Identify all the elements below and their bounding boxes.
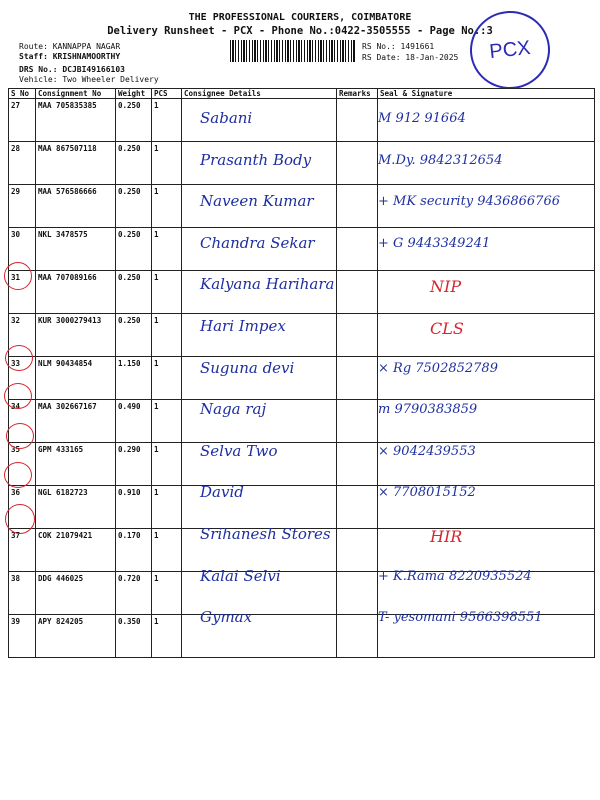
consignment-number: MAA 867507118 — [36, 142, 116, 185]
seal-signature: + K.Rama 8220935524 — [378, 568, 532, 584]
weight: 0.490 — [116, 400, 152, 443]
serial-number: 33 — [9, 357, 36, 400]
weight: 1.150 — [116, 357, 152, 400]
consignee-handwritten: David — [200, 483, 244, 502]
consignment-number: APY 824205 — [36, 615, 116, 658]
consignee-handwritten: Naga raj — [200, 400, 267, 419]
consignment-number: GPM 433165 — [36, 443, 116, 486]
table-row — [9, 400, 595, 443]
red-circle-mark — [4, 383, 32, 409]
weight: 0.350 — [116, 615, 152, 658]
red-remark: HIR — [430, 527, 463, 546]
seal-signature: + MK security 9436866766 — [378, 194, 560, 210]
weight: 0.250 — [116, 142, 152, 185]
serial-number: 36 — [9, 486, 36, 529]
remarks-cell — [337, 443, 378, 486]
serial-number: 31 — [9, 271, 36, 314]
document-subtitle: Delivery Runsheet - PCX - Phone No.:0422-3505555 - Page No.:3 — [107, 25, 493, 37]
barcode — [230, 40, 356, 62]
seal-cell — [378, 529, 595, 572]
serial-number: 38 — [9, 572, 36, 615]
consignment-number: MAA 705835385 — [36, 99, 116, 142]
red-remark: CLS — [430, 319, 464, 338]
col-remarks: Remarks — [337, 89, 378, 99]
table-row — [9, 443, 595, 486]
remarks-cell — [337, 486, 378, 529]
document-title: THE PROFESSIONAL COURIERS, COIMBATORE — [188, 12, 412, 23]
pieces: 1 — [152, 615, 182, 658]
serial-number: 34 — [9, 400, 36, 443]
pieces: 1 — [152, 314, 182, 357]
weight: 0.250 — [116, 99, 152, 142]
seal-signature: M 912 91664 — [378, 111, 466, 126]
seal-signature: + G 9443349241 — [378, 235, 491, 251]
pieces: 1 — [152, 99, 182, 142]
seal-signature: M.Dy. 9842312654 — [378, 152, 503, 168]
col-pcs: PCS — [152, 89, 182, 99]
seal-signature: T- yesomani 9566398551 — [378, 610, 543, 626]
table-row — [9, 357, 595, 400]
consignment-number: NKL 3478575 — [36, 228, 116, 271]
serial-number: 32 — [9, 314, 36, 357]
staff-label: Staff: KRISHNAMOORTHY — [19, 52, 121, 61]
remarks-cell — [337, 400, 378, 443]
consignment-number: MAA 707089166 — [36, 271, 116, 314]
consignee-handwritten: Sabani — [200, 109, 253, 127]
col-consignee: Consignee Details — [182, 89, 337, 99]
serial-number: 35 — [9, 443, 36, 486]
consignee-handwritten: Suguna devi — [200, 358, 295, 377]
seal-signature: × Rg 7502852789 — [378, 360, 498, 376]
seal-signature: × 9042439553 — [378, 443, 476, 459]
weight: 0.170 — [116, 529, 152, 572]
consignment-number: MAA 302667167 — [36, 400, 116, 443]
drs-number: DRS No.: DCJBI49166103 — [19, 65, 125, 74]
consignee-handwritten: Gymax — [200, 608, 253, 627]
remarks-cell — [337, 529, 378, 572]
weight: 0.250 — [116, 271, 152, 314]
remarks-cell — [337, 271, 378, 314]
weight: 0.720 — [116, 572, 152, 615]
table-header-row — [9, 89, 595, 99]
col-sno: S No — [9, 89, 36, 99]
table-row — [9, 99, 595, 142]
pieces: 1 — [152, 486, 182, 529]
col-seal: Seal & Signature — [378, 89, 595, 99]
pieces: 1 — [152, 443, 182, 486]
consignee-handwritten: Naveen Kumar — [200, 192, 314, 211]
pieces: 1 — [152, 142, 182, 185]
seal-signature: m 9790383859 — [378, 402, 478, 418]
remarks-cell — [337, 185, 378, 228]
seal-signature: × 7708015152 — [378, 485, 476, 501]
weight: 0.290 — [116, 443, 152, 486]
remarks-cell — [337, 357, 378, 400]
consignment-number: COK 21079421 — [36, 529, 116, 572]
red-remark: NIP — [430, 277, 462, 297]
consignment-number: MAA 576586666 — [36, 185, 116, 228]
pieces: 1 — [152, 572, 182, 615]
consignment-number: NLM 90434854 — [36, 357, 116, 400]
consignee-handwritten: Kalai Selvi — [200, 566, 281, 585]
table-row — [9, 486, 595, 529]
remarks-cell — [337, 99, 378, 142]
red-circle-mark — [6, 423, 34, 449]
pieces: 1 — [152, 271, 182, 314]
consignee-handwritten: Srihanesh Stores — [200, 525, 331, 543]
pieces: 1 — [152, 400, 182, 443]
serial-number: 37 — [9, 529, 36, 572]
remarks-cell — [337, 314, 378, 357]
red-circle-mark — [5, 345, 33, 371]
serial-number: 29 — [9, 185, 36, 228]
red-circle-mark — [4, 262, 32, 290]
col-consignment: Consignment No — [36, 89, 116, 99]
rs-date: RS Date: 18-Jan-2025 — [362, 53, 459, 62]
seal-cell — [378, 271, 595, 314]
pieces: 1 — [152, 529, 182, 572]
table-row — [9, 314, 595, 357]
remarks-cell — [337, 228, 378, 271]
red-circle-mark — [5, 504, 35, 534]
consignment-number: NGL 6182723 — [36, 486, 116, 529]
weight: 0.250 — [116, 185, 152, 228]
red-circle-mark — [4, 462, 32, 488]
pieces: 1 — [152, 228, 182, 271]
consignee-handwritten: Hari Impex — [200, 317, 286, 335]
pcx-stamp: PCX — [466, 7, 554, 93]
seal-cell — [378, 314, 595, 357]
consignee-handwritten: Chandra Sekar — [200, 233, 315, 252]
pieces: 1 — [152, 185, 182, 228]
consignee-handwritten: Prasanth Body — [200, 150, 312, 169]
vehicle-label: Vehicle: Two Wheeler Delivery — [19, 75, 159, 84]
pieces: 1 — [152, 357, 182, 400]
consignment-number: DDG 446025 — [36, 572, 116, 615]
serial-number: 28 — [9, 142, 36, 185]
col-weight: Weight — [116, 89, 152, 99]
remarks-cell — [337, 572, 378, 615]
rs-number: RS No.: 1491661 — [362, 42, 435, 51]
consignee-handwritten: Selva Two — [200, 441, 278, 460]
weight: 0.250 — [116, 228, 152, 271]
remarks-cell — [337, 142, 378, 185]
route-label: Route: KANNAPPA NAGAR — [19, 42, 121, 51]
weight: 0.250 — [116, 314, 152, 357]
serial-number: 39 — [9, 615, 36, 658]
weight: 0.910 — [116, 486, 152, 529]
serial-number: 30 — [9, 228, 36, 271]
consignee-handwritten: Kalyana Harihara — [200, 275, 335, 294]
serial-number: 27 — [9, 99, 36, 142]
remarks-cell — [337, 615, 378, 658]
consignment-number: KUR 3000279413 — [36, 314, 116, 357]
